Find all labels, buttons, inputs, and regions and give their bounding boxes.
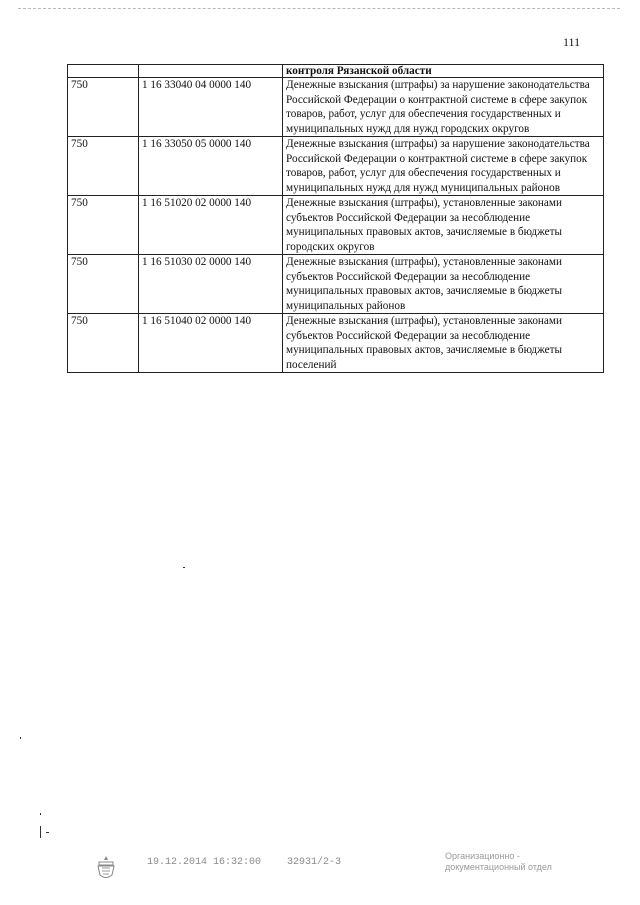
kbk-code-cell: 1 16 51030 02 0000 140 [139,255,283,314]
footer-org-line1: Организационно - [445,851,520,861]
coat-of-arms-icon [94,855,118,881]
revenue-name-cell: Денежные взыскания (штрафы), установленные законами субъектов Российской Федерации за несоблюдение муниципальных правовых актов, зачисляемые в бюджеты поселений [283,314,604,373]
footer-org-stamp [445,851,552,873]
cont-cell-code [68,65,139,78]
admin-code-cell: 750 [68,314,139,373]
scan-speck [46,832,49,833]
kbk-code-cell: 1 16 33040 04 0000 140 [139,78,283,137]
scan-mark [40,826,41,838]
revenue-name-cell: Денежные взыскания (штрафы) за нарушение законодательства Российской Федерации о контрактной системе в сфере закупок товаров, работ, услуг для обеспечения государственных и муниципальных нужд для нужд муниципальных районов [283,137,604,196]
table-row [68,78,604,137]
admin-code-cell: 750 [68,137,139,196]
scan-speck [183,567,185,568]
kbk-code-cell: 1 16 51020 02 0000 140 [139,196,283,255]
table-row [68,255,604,314]
cont-cell-kbk [139,65,283,78]
continuation-text: контроля Рязанской области [283,65,604,78]
scan-speck [40,813,41,815]
scan-speck [20,737,21,739]
table-row [68,196,604,255]
revenue-codes-table [67,64,604,373]
footer-org-line2: документационный отдел [445,862,552,872]
table-row [68,314,604,373]
kbk-code-cell: 1 16 51040 02 0000 140 [139,314,283,373]
admin-code-cell: 750 [68,255,139,314]
admin-code-cell: 750 [68,78,139,137]
admin-code-cell: 750 [68,196,139,255]
scan-edge-line [18,8,620,10]
revenue-name-cell: Денежные взыскания (штрафы), установленные законами субъектов Российской Федерации за несоблюдение муниципальных правовых актов, зачисляемые в бюджеты муниципальных районов [283,255,604,314]
footer-doc-number: 32931/2-3 [287,857,342,868]
revenue-name-cell: Денежные взыскания (штрафы) за нарушение законодательства Российской Федерации о контрактной системе в сфере закупок товаров, работ, услуг для обеспечения государственных и муниципальных нужд для нужд городских округов [283,78,604,137]
kbk-code-cell: 1 16 33050 05 0000 140 [139,137,283,196]
table-continuation-row [68,65,604,78]
page-number: 111 [563,35,581,49]
revenue-name-cell: Денежные взыскания (штрафы), установленные законами субъектов Российской Федерации за несоблюдение муниципальных правовых актов, зачисляемые в бюджеты городских округов [283,196,604,255]
table-row [68,137,604,196]
footer-datetime: 19.12.2014 16:32:00 [147,857,262,868]
